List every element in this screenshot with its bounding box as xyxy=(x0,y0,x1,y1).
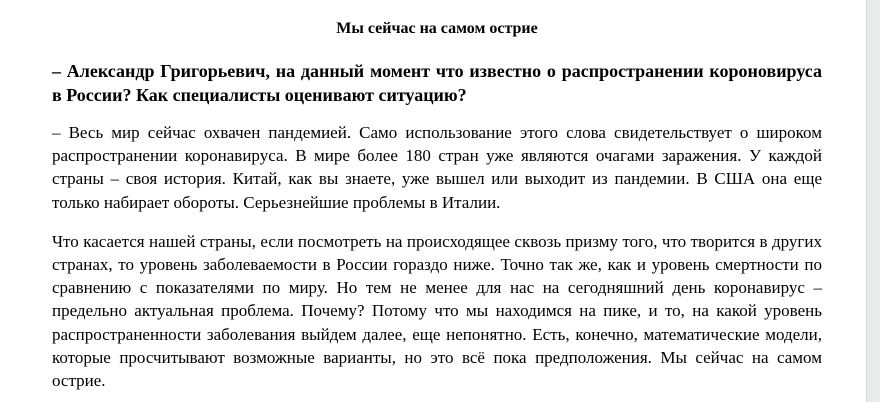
answer-paragraph-1: – Весь мир сейчас охвачен пандемией. Само использование этого слова свидетельствует о широком распространении коронавируса. В мире более 180 стран уже являются очагами заражения. У каждой страны – своя история. Китай, как вы знаете, уже вышел или выходит из пандемии. В США она еще только набирает обороты. Серьезнейшие проблемы в Италии. xyxy=(52,123,822,212)
scrollbar-track[interactable] xyxy=(866,0,880,402)
article xyxy=(52,18,822,392)
answer-paragraph-2: Что касается нашей страны, если посмотреть на происходящее сквозь призму того, что творится в других странах, то уровень заболеваемости в России гораздо ниже. Точно так же, как и уровень смертности по сравнению с показателями по миру. Но тем не менее для нас на сегодняшний день коронавирус – предельно актуальная проблема. Почему? Потому что мы находимся на пике, и то, на какой уровень распространенности заболевания выйдем далее, еще непонятно. Есть, конечно, математические модели, которые просчитывают возможные варианты, но это всё пока предположения. Мы сейчас на самом острие. xyxy=(52,231,822,391)
article-title: Мы сейчас на самом острие xyxy=(336,20,538,37)
interview-question: – Александр Григорьевич, на данный момент что известно о распространении короновируса в России? Как специалисты оценивают ситуацию? xyxy=(52,61,822,105)
